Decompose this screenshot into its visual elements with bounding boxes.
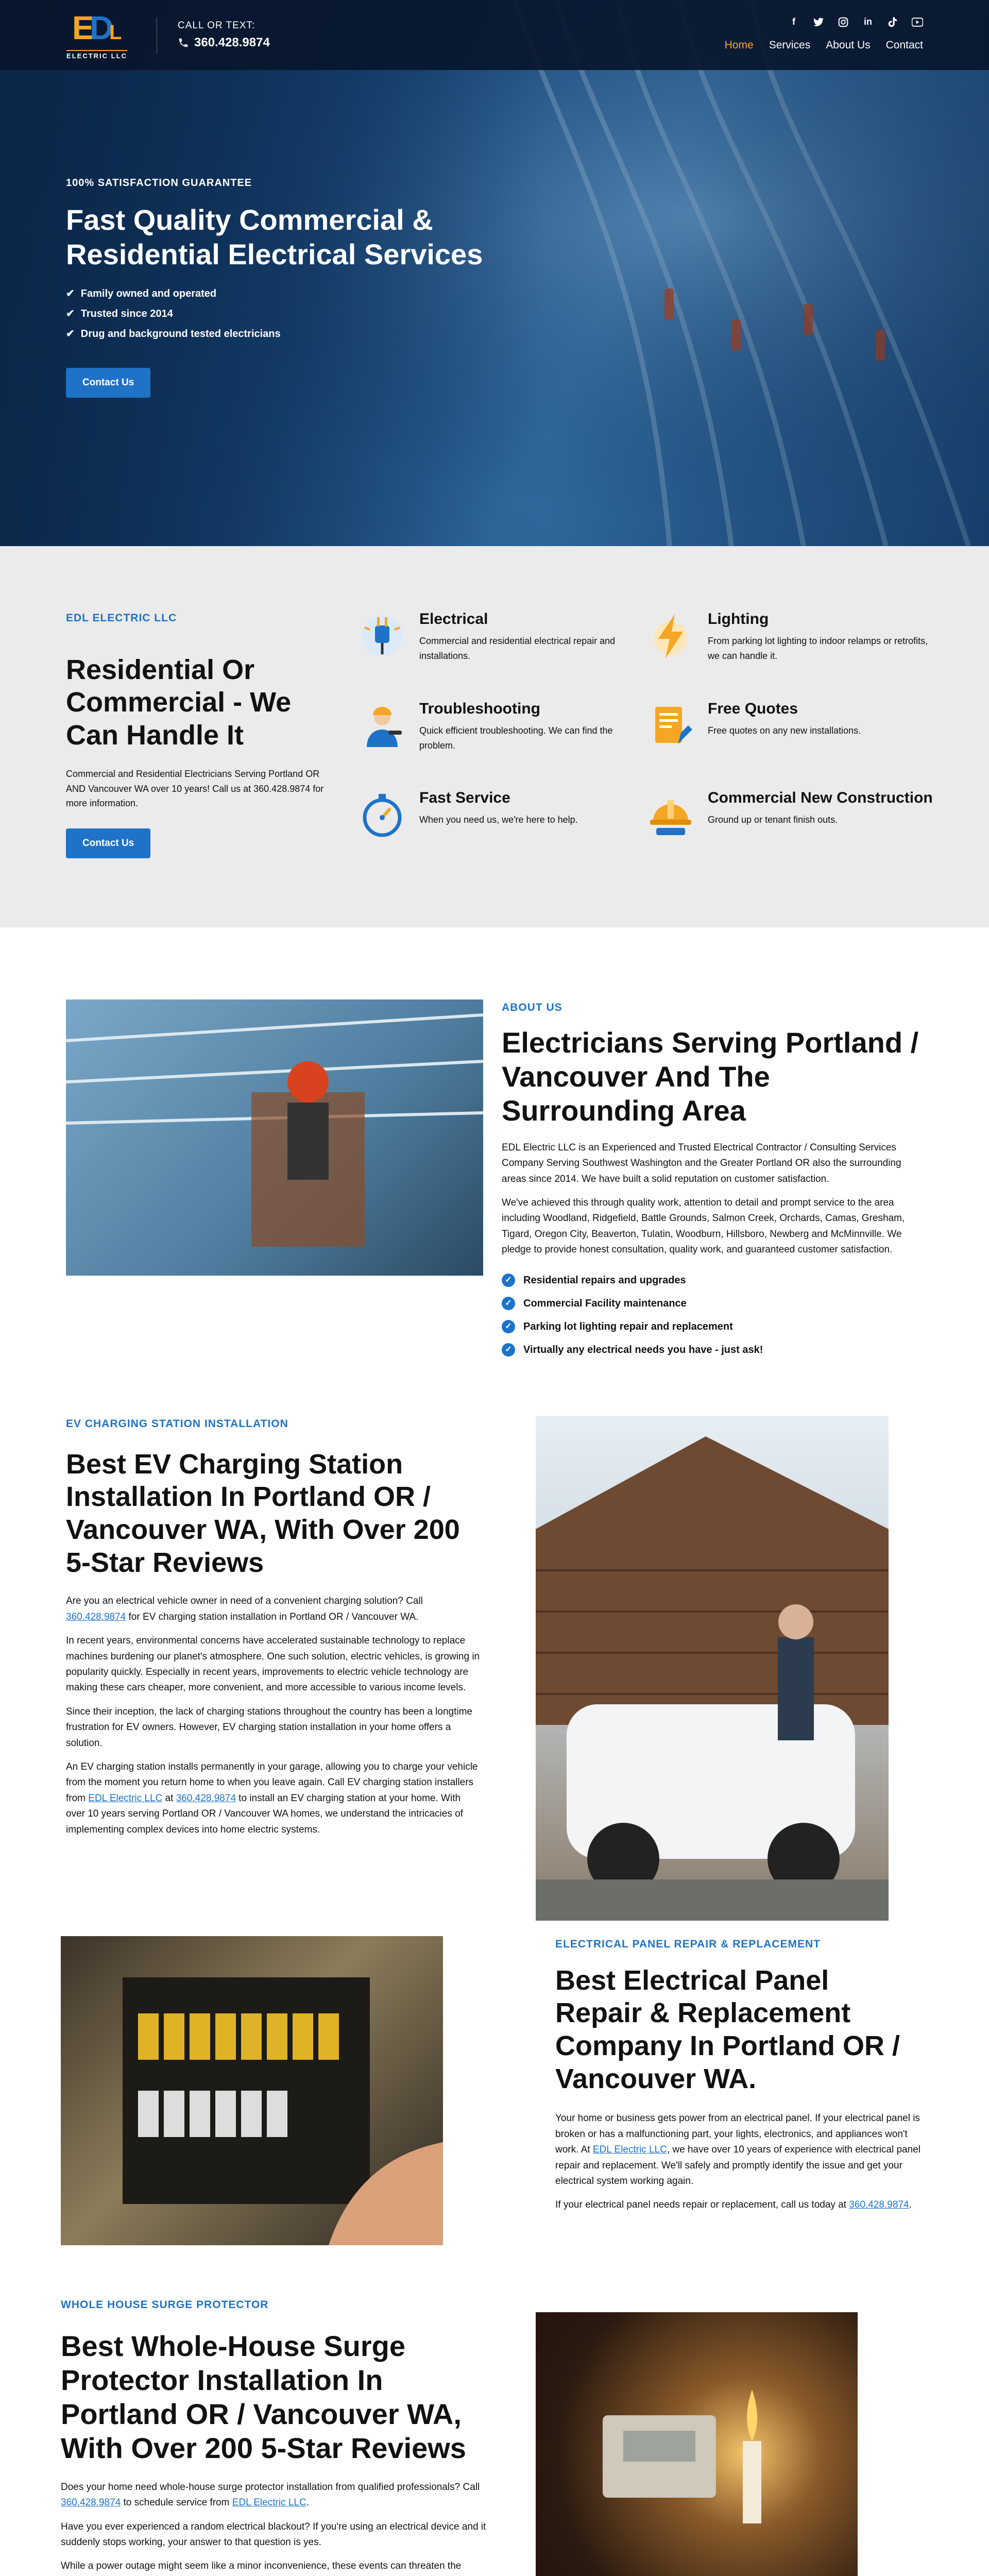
- check-circle-icon: ✓: [502, 1343, 515, 1357]
- check-icon: ✔: [66, 328, 75, 340]
- logo-brand-name: ELECTRIC LLC: [66, 50, 127, 59]
- list-item: ✔ Family owned and operated: [66, 286, 530, 302]
- check-icon: ✔: [66, 308, 75, 320]
- call-label: CALL OR TEXT:: [178, 20, 255, 31]
- panel-paragraph: Your home or business gets power from an electrical panel. If your electrical panel is broken or has a malfunctioning part, your lights, electronics, and appliances won't work. At EDL Electric LLC, we have over 10 years of experience with electrical panel repair and replacement. We'll safely and promptly identify the issue and get your electrical system working again.: [555, 2113, 920, 2187]
- list-item: ✓ Commercial Facility maintenance: [502, 1296, 923, 1312]
- about-image: [66, 999, 483, 1276]
- surge-paragraph: Have you ever experienced a random electrical blackout? If you're using an electrical device and it suddenly stops working, your answer to that question is yes.: [61, 2521, 486, 2548]
- svg-text:D: D: [90, 11, 112, 43]
- service-card: [356, 610, 645, 681]
- about-title: Electricians Serving Portland / Vancouver And The Surrounding Area: [502, 1026, 919, 1127]
- panel-section: [0, 1936, 989, 2297]
- list-item: ✔ Drug and background tested electricians: [66, 326, 530, 342]
- company-link[interactable]: EDL Electric LLC: [88, 1792, 163, 1804]
- service-card: [645, 610, 933, 681]
- linkedin-icon[interactable]: in: [864, 16, 872, 27]
- ev-title: Best EV Charging Station Installation In Portland OR / Vancouver WA, With Over 200 5-Star Reviews: [66, 1448, 460, 1578]
- company-link[interactable]: EDL Electric LLC: [592, 2144, 667, 2156]
- instagram-icon[interactable]: [838, 16, 849, 28]
- svg-text:L: L: [109, 21, 120, 43]
- tiktok-icon[interactable]: [887, 16, 898, 28]
- check-circle-icon: ✓: [502, 1320, 515, 1333]
- ev-paragraph: An EV charging station installs permanently in your garage, allowing you to charge your vehicle from the moment you return home to when you leave again. Call EV charging station installers from EDL Electric LLC at 360.428.9874 to install an EV charging station at your home. With over 10 years serving Portland OR / Vancouver WA homes, we understand the intricacies of implementing complex devices into home electric systems.: [66, 1761, 478, 1835]
- call-block: [178, 18, 270, 53]
- hero-contact-button[interactable]: Contact Us: [66, 368, 150, 397]
- service-title: Free Quotes: [708, 700, 798, 717]
- nav-contact[interactable]: Contact: [885, 39, 923, 51]
- panel-title: Best Electrical Panel Repair & Replacement Company In Portland OR / Vancouver WA.: [555, 1964, 900, 2094]
- service-title: Fast Service: [419, 789, 510, 807]
- header-phone-link[interactable]: [178, 33, 270, 52]
- service-text: From parking lot lighting to indoor relamps or retrofits, we can handle it.: [708, 636, 928, 661]
- list-item: ✔ Trusted since 2014: [66, 306, 530, 322]
- panel-image: [61, 1936, 443, 2245]
- service-card: [356, 789, 645, 858]
- list-item: ✓ Residential repairs and upgrades: [502, 1273, 923, 1289]
- hero-checklist: [66, 286, 530, 342]
- nav-services[interactable]: Services: [769, 39, 811, 51]
- services-eyebrow: EDL ELECTRIC LLC: [66, 612, 177, 624]
- surge-eyebrow: WHOLE HOUSE SURGE PROTECTOR: [61, 2299, 269, 2311]
- services-title: Residential Or Commercial - We Can Handle It: [66, 654, 292, 751]
- services-section: [0, 546, 989, 927]
- nav-about-us[interactable]: About Us: [826, 39, 871, 51]
- nav-home[interactable]: Home: [724, 39, 754, 51]
- phone-link[interactable]: 360.428.9874: [61, 2497, 121, 2509]
- service-card: [356, 700, 645, 771]
- about-paragraph: We've achieved this through quality work, attention to detail and prompt service to the area including Woodland, Ridgefield, Battle Grounds, Salmon Creek, Orchards, Camas, Gresham, Tigard, Oregon City, Beaverton, Tulatin, Woodburn, Hillsboro, Newberg and McMinnville. We pledge to provide honest consultation, quality work, and guaranteed customer satisfaction.: [502, 1197, 905, 1256]
- hero-tagline: 100% SATISFACTION GUARANTEE: [66, 177, 252, 189]
- quote-pencil-icon: [645, 700, 696, 751]
- lightning-bolt-icon: [645, 610, 696, 662]
- stopwatch-icon: [356, 789, 408, 840]
- about-checklist: [502, 1273, 923, 1358]
- check-circle-icon: ✓: [502, 1274, 515, 1287]
- service-text: Quick efficient troubleshooting. We can find the problem.: [419, 725, 613, 751]
- list-item: ✓ Parking lot lighting repair and replacement: [502, 1319, 923, 1335]
- services-text: Commercial and Residential Electricians Serving Portland OR AND Vancouver WA over 10 years! Call us at 360.428.9874 for more information.: [66, 768, 324, 809]
- service-card: [645, 700, 933, 771]
- ev-paragraph: Are you an electrical vehicle owner in need of a convenient charging solution? Call 360.428.9874 for EV charging station installation in Portland OR / Vancouver WA.: [66, 1596, 423, 1622]
- service-text: Commercial and residential electrical repair and installations.: [419, 636, 616, 661]
- panel-eyebrow: ELECTRICAL PANEL REPAIR & REPLACEMENT: [555, 1938, 821, 1950]
- ev-charging-image: [536, 1416, 889, 1921]
- services-grid: [356, 610, 933, 858]
- surge-section: [0, 2297, 989, 2576]
- panel-paragraph: If your electrical panel needs repair or replacement, call us today at 360.428.9874.: [555, 2199, 912, 2211]
- svg-text:E: E: [72, 11, 92, 43]
- twitter-icon[interactable]: [813, 16, 824, 28]
- electrician-worker-icon: [356, 700, 408, 751]
- site-header: [0, 0, 989, 70]
- header-phone: 360.428.9874: [194, 36, 270, 50]
- check-circle-icon: ✓: [502, 1297, 515, 1310]
- service-title: Lighting: [708, 611, 769, 628]
- phone-link[interactable]: 360.428.9874: [176, 1792, 236, 1804]
- brand-logo[interactable]: [66, 8, 128, 62]
- list-item: ✓ Virtually any electrical needs you have - just ask!: [502, 1342, 923, 1358]
- phone-link[interactable]: 360.428.9874: [849, 2199, 909, 2211]
- main-nav: [725, 37, 923, 54]
- ev-paragraph: In recent years, environmental concerns have accelerated sustainable technology to replace machines burdening our planet's atmosphere. One such solution, electric vehicles, is growing in popularity quickly. Especially in recent years, improvements to electric vehicle technology are making these cars cheaper, more convenient, and more accessible to various income levels.: [66, 1635, 480, 1693]
- social-links: [788, 16, 923, 28]
- service-title: Electrical: [419, 611, 488, 628]
- ev-paragraph: Since their inception, the lack of charging stations throughout the country has been a longtime frustration for EV owners. However, EV charging station installation in your home offers a solution.: [66, 1706, 472, 1749]
- electrical-plug-icon: [356, 610, 408, 662]
- surge-title: Best Whole-House Surge Protector Installation In Portland OR / Vancouver WA, With Over 200 5-Star Reviews: [61, 2329, 466, 2464]
- hero-title: Fast Quality Commercial & Residential Electrical Services: [66, 204, 483, 271]
- ev-section: [0, 1416, 989, 1936]
- service-text: When you need us, we're here to help.: [419, 815, 578, 825]
- about-eyebrow: ABOUT US: [502, 1002, 562, 1013]
- service-card: [645, 789, 933, 858]
- services-contact-button[interactable]: Contact Us: [66, 828, 150, 858]
- candle-blackout-image: [536, 2312, 858, 2576]
- about-section: [0, 927, 989, 1416]
- hero-section: [0, 0, 989, 546]
- service-title: Commercial New Construction: [708, 789, 933, 807]
- surge-paragraph: While a power outage might seem like a minor inconvenience, these events can threaten the: [61, 2561, 462, 2572]
- youtube-icon[interactable]: [912, 16, 923, 28]
- facebook-icon[interactable]: f: [792, 16, 795, 27]
- service-text: Ground up or tenant finish outs.: [708, 815, 838, 825]
- about-paragraph: EDL Electric LLC is an Experienced and Trusted Electrical Contractor / Consulting Services Company Serving Southwest Washington and the Greater Portland OR also the surrounding areas since 2014. We have built a solid reputation on customer satisfaction.: [502, 1142, 901, 1184]
- phone-link[interactable]: 360.428.9874: [66, 1611, 126, 1622]
- service-text: Free quotes on any new installations.: [708, 725, 861, 736]
- check-icon: ✔: [66, 288, 75, 300]
- company-link[interactable]: EDL Electric LLC: [232, 2497, 306, 2509]
- phone-icon: [178, 37, 189, 48]
- service-title: Troubleshooting: [419, 700, 540, 717]
- construction-helmet-icon: [645, 789, 696, 840]
- surge-paragraph: Does your home need whole-house surge protector installation from qualified professionals? Call 360.428.9874 to schedule service from EDL Electric LLC.: [61, 2481, 480, 2509]
- ev-eyebrow: EV CHARGING STATION INSTALLATION: [66, 1418, 288, 1430]
- logo-mark: [72, 11, 122, 49]
- edl-logo-glyph-icon: [72, 11, 122, 43]
